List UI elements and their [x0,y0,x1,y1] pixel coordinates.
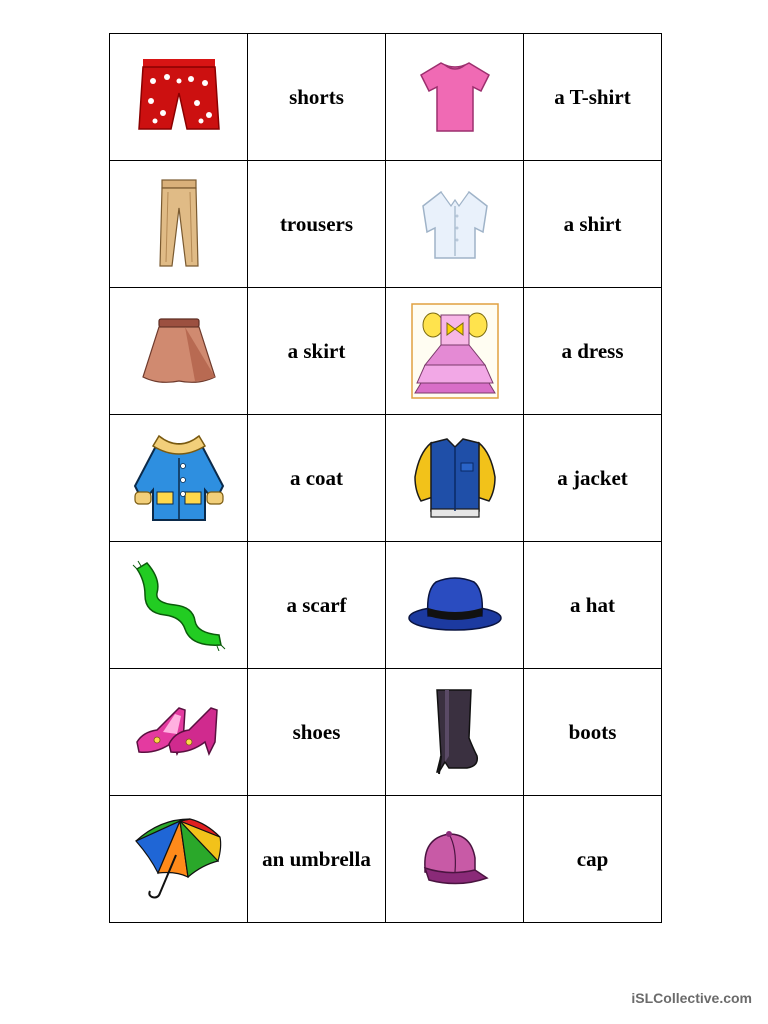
picture-cell [386,669,524,796]
picture-cell [110,542,248,669]
word-label: a coat [289,465,344,490]
word-cell [248,415,386,542]
word-label: a scarf [286,592,347,617]
word-label: a jacket [557,465,628,490]
word-cell [248,542,386,669]
word-cell [524,542,662,669]
word-label: a skirt [287,338,346,363]
word-cell [524,34,662,161]
table-row [110,542,662,669]
word-cell [524,669,662,796]
word-cell [248,796,386,923]
table-row [110,288,662,415]
word-cell [248,34,386,161]
t-shirt-icon [415,57,495,137]
cap-icon [419,828,491,890]
picture-cell [110,415,248,542]
word-label: shoes [292,719,341,744]
word-label: a hat [570,592,615,617]
word-label: cap [576,846,609,871]
shorts-icon [133,57,225,137]
word-label: trousers [279,211,354,236]
word-label: shorts [289,84,344,109]
trousers-icon [154,178,204,270]
word-cell [524,288,662,415]
word-label: a shirt [563,211,622,236]
picture-cell [110,288,248,415]
picture-cell [386,161,524,288]
table-row [110,796,662,923]
picture-cell [110,669,248,796]
boots-icon [427,686,483,778]
coat-icon [127,430,231,526]
jacket-icon [409,433,501,523]
word-cell [524,796,662,923]
table-row [110,161,662,288]
picture-cell [386,288,524,415]
picture-cell [110,34,248,161]
dress-icon [411,303,499,399]
hat-icon [406,574,504,636]
picture-cell [386,796,524,923]
shoes-icon [133,702,225,762]
word-cell [524,161,662,288]
clothes-vocabulary-grid [109,33,662,923]
word-label: a T-shirt [554,84,631,109]
table-row [110,415,662,542]
watermark: iSLCollective.com [631,990,752,1006]
word-label: an umbrella [262,846,371,871]
word-cell [524,415,662,542]
table-row [110,34,662,161]
picture-cell [110,796,248,923]
picture-cell [386,542,524,669]
scarf-icon [131,559,227,651]
word-cell [248,161,386,288]
picture-cell [110,161,248,288]
word-cell [248,669,386,796]
umbrella-icon [130,815,228,903]
skirt-icon [139,315,219,387]
shirt-icon [417,184,493,264]
table-row [110,669,662,796]
picture-cell [386,415,524,542]
picture-cell [386,34,524,161]
word-label: a dress [561,338,624,363]
word-label: boots [568,719,617,744]
word-cell [248,288,386,415]
